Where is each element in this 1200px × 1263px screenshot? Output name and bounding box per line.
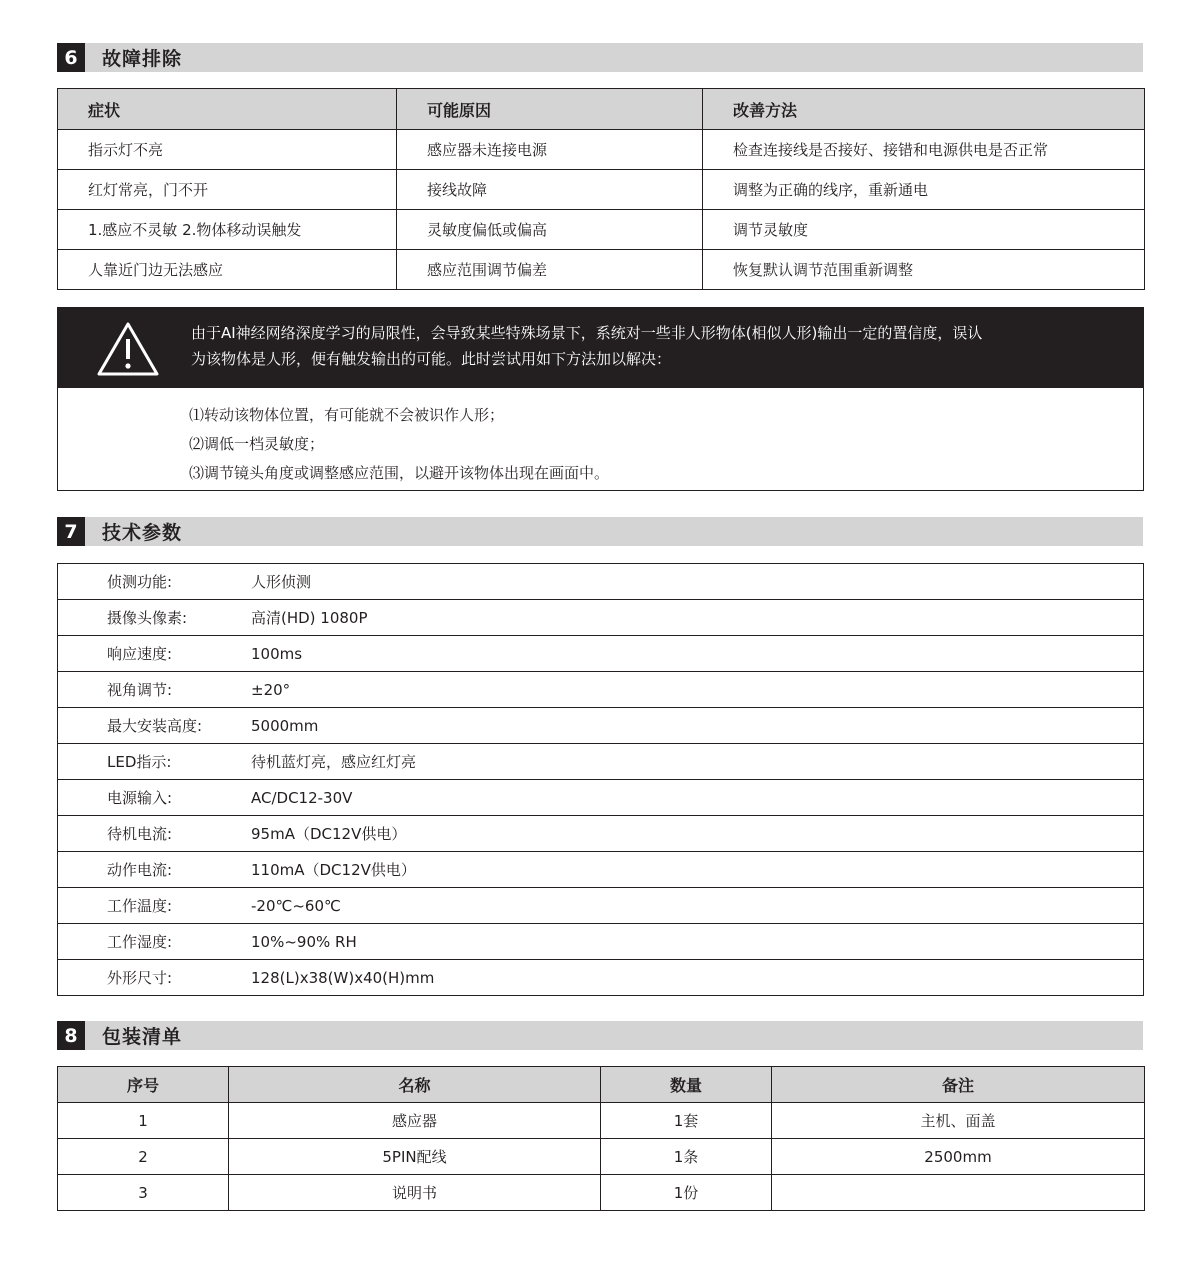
warning-banner <box>58 308 1143 388</box>
symptom-cell: 1.感应不灵敏 2.物体移动误触发 <box>58 210 397 250</box>
column-header: 备注 <box>772 1067 1145 1103</box>
warning-step: ⑶调节镜头角度或调整感应范围，以避开该物体出现在画面中。 <box>189 464 610 482</box>
spec-value: AC/DC12-30V <box>251 780 1144 816</box>
spec-label: 待机电流: <box>58 816 252 852</box>
spec-value: 95mA（DC12V供电） <box>251 816 1144 852</box>
warning-step: ⑴转动该物体位置，有可能就不会被识作人形； <box>189 406 505 424</box>
quantity-cell: 1套 <box>601 1103 772 1139</box>
table-row <box>58 170 1145 210</box>
section-header-troubleshooting <box>57 43 1143 72</box>
specs-table <box>57 563 1144 996</box>
table-row <box>58 1175 1145 1211</box>
section-number: 6 <box>57 43 85 72</box>
table-row <box>58 1103 1145 1139</box>
spec-row <box>58 672 1144 708</box>
symptom-cell: 人靠近门边无法感应 <box>58 250 397 290</box>
warning-steps <box>58 388 1143 488</box>
spec-label: 动作电流: <box>58 852 252 888</box>
cause-cell: 感应范围调节偏差 <box>397 250 703 290</box>
spec-value: 高清(HD) 1080P <box>251 600 1144 636</box>
spec-label: 工作湿度: <box>58 924 252 960</box>
solution-cell: 恢复默认调节范围重新调整 <box>703 250 1145 290</box>
spec-value: 待机蓝灯亮，感应红灯亮 <box>251 744 1144 780</box>
spec-row <box>58 744 1144 780</box>
spec-label: 电源输入: <box>58 780 252 816</box>
spec-label: 视角调节: <box>58 672 252 708</box>
spec-value: 110mA（DC12V供电） <box>251 852 1144 888</box>
troubleshooting-table <box>57 88 1145 290</box>
spec-label: 响应速度: <box>58 636 252 672</box>
spec-label: 最大安装高度: <box>58 708 252 744</box>
item-name-cell: 说明书 <box>229 1175 601 1211</box>
column-header: 症状 <box>58 89 397 130</box>
spec-label: 侦测功能: <box>58 564 252 600</box>
warning-line: 由于AI神经网络深度学习的局限性，会导致某些特殊场景下，系统对一些非人形物体(相似人形)输出一定的置信度，误认 <box>191 324 983 342</box>
item-name-cell: 5PIN配线 <box>229 1139 601 1175</box>
table-header-row <box>58 89 1145 130</box>
section-title: 技术参数 <box>102 522 183 544</box>
note-cell: 主机、面盖 <box>772 1103 1145 1139</box>
spec-row <box>58 636 1144 672</box>
column-header: 改善方法 <box>703 89 1145 130</box>
quantity-cell: 1条 <box>601 1139 772 1175</box>
table-row <box>58 130 1145 170</box>
packing-table <box>57 1066 1145 1211</box>
spec-value: 128(L)x38(W)x40(H)mm <box>251 960 1144 996</box>
index-cell: 2 <box>58 1139 229 1175</box>
note-cell <box>772 1175 1145 1211</box>
spec-row <box>58 816 1144 852</box>
spec-row <box>58 852 1144 888</box>
index-cell: 1 <box>58 1103 229 1139</box>
section-number: 8 <box>57 1021 85 1050</box>
section-title: 故障排除 <box>102 48 183 70</box>
cause-cell: 接线故障 <box>397 170 703 210</box>
spec-value: -20℃~60℃ <box>251 888 1144 924</box>
solution-cell: 检查连接线是否接好、接错和电源供电是否正常 <box>703 130 1145 170</box>
cause-cell: 感应器未连接电源 <box>397 130 703 170</box>
column-header: 名称 <box>229 1067 601 1103</box>
column-header: 可能原因 <box>397 89 703 130</box>
spec-row <box>58 564 1144 600</box>
warning-line: 为该物体是人形，便有触发输出的可能。此时尝试用如下方法加以解决： <box>191 350 672 368</box>
table-header-row <box>58 1067 1145 1103</box>
column-header: 序号 <box>58 1067 229 1103</box>
warning-message <box>191 320 982 372</box>
symptom-cell: 红灯常亮，门不开 <box>58 170 397 210</box>
symptom-cell: 指示灯不亮 <box>58 130 397 170</box>
spec-label: 工作温度: <box>58 888 252 924</box>
spec-value: ±20° <box>251 672 1144 708</box>
section-title: 包装清单 <box>102 1026 183 1048</box>
spec-row <box>58 888 1144 924</box>
note-cell: 2500mm <box>772 1139 1145 1175</box>
solution-cell: 调节灵敏度 <box>703 210 1145 250</box>
solution-cell: 调整为正确的线序，重新通电 <box>703 170 1145 210</box>
warning-step: ⑵调低一档灵敏度； <box>189 435 325 453</box>
table-row <box>58 210 1145 250</box>
section-number: 7 <box>57 517 85 546</box>
spec-value: 5000mm <box>251 708 1144 744</box>
table-row <box>58 1139 1145 1175</box>
spec-value: 人形侦测 <box>251 564 1144 600</box>
spec-row <box>58 600 1144 636</box>
spec-label: 摄像头像素: <box>58 600 252 636</box>
spec-label: LED指示: <box>58 744 252 780</box>
warning-triangle-icon <box>96 321 160 377</box>
spec-label: 外形尺寸: <box>58 960 252 996</box>
spec-value: 10%~90% RH <box>251 924 1144 960</box>
section-header-specs <box>57 517 1143 546</box>
table-row <box>58 250 1145 290</box>
spec-row <box>58 924 1144 960</box>
warning-box <box>57 307 1144 491</box>
quantity-cell: 1份 <box>601 1175 772 1211</box>
spec-row <box>58 780 1144 816</box>
spec-row <box>58 708 1144 744</box>
index-cell: 3 <box>58 1175 229 1211</box>
spec-row <box>58 960 1144 996</box>
item-name-cell: 感应器 <box>229 1103 601 1139</box>
spec-value: 100ms <box>251 636 1144 672</box>
section-header-packing <box>57 1021 1143 1050</box>
cause-cell: 灵敏度偏低或偏高 <box>397 210 703 250</box>
column-header: 数量 <box>601 1067 772 1103</box>
